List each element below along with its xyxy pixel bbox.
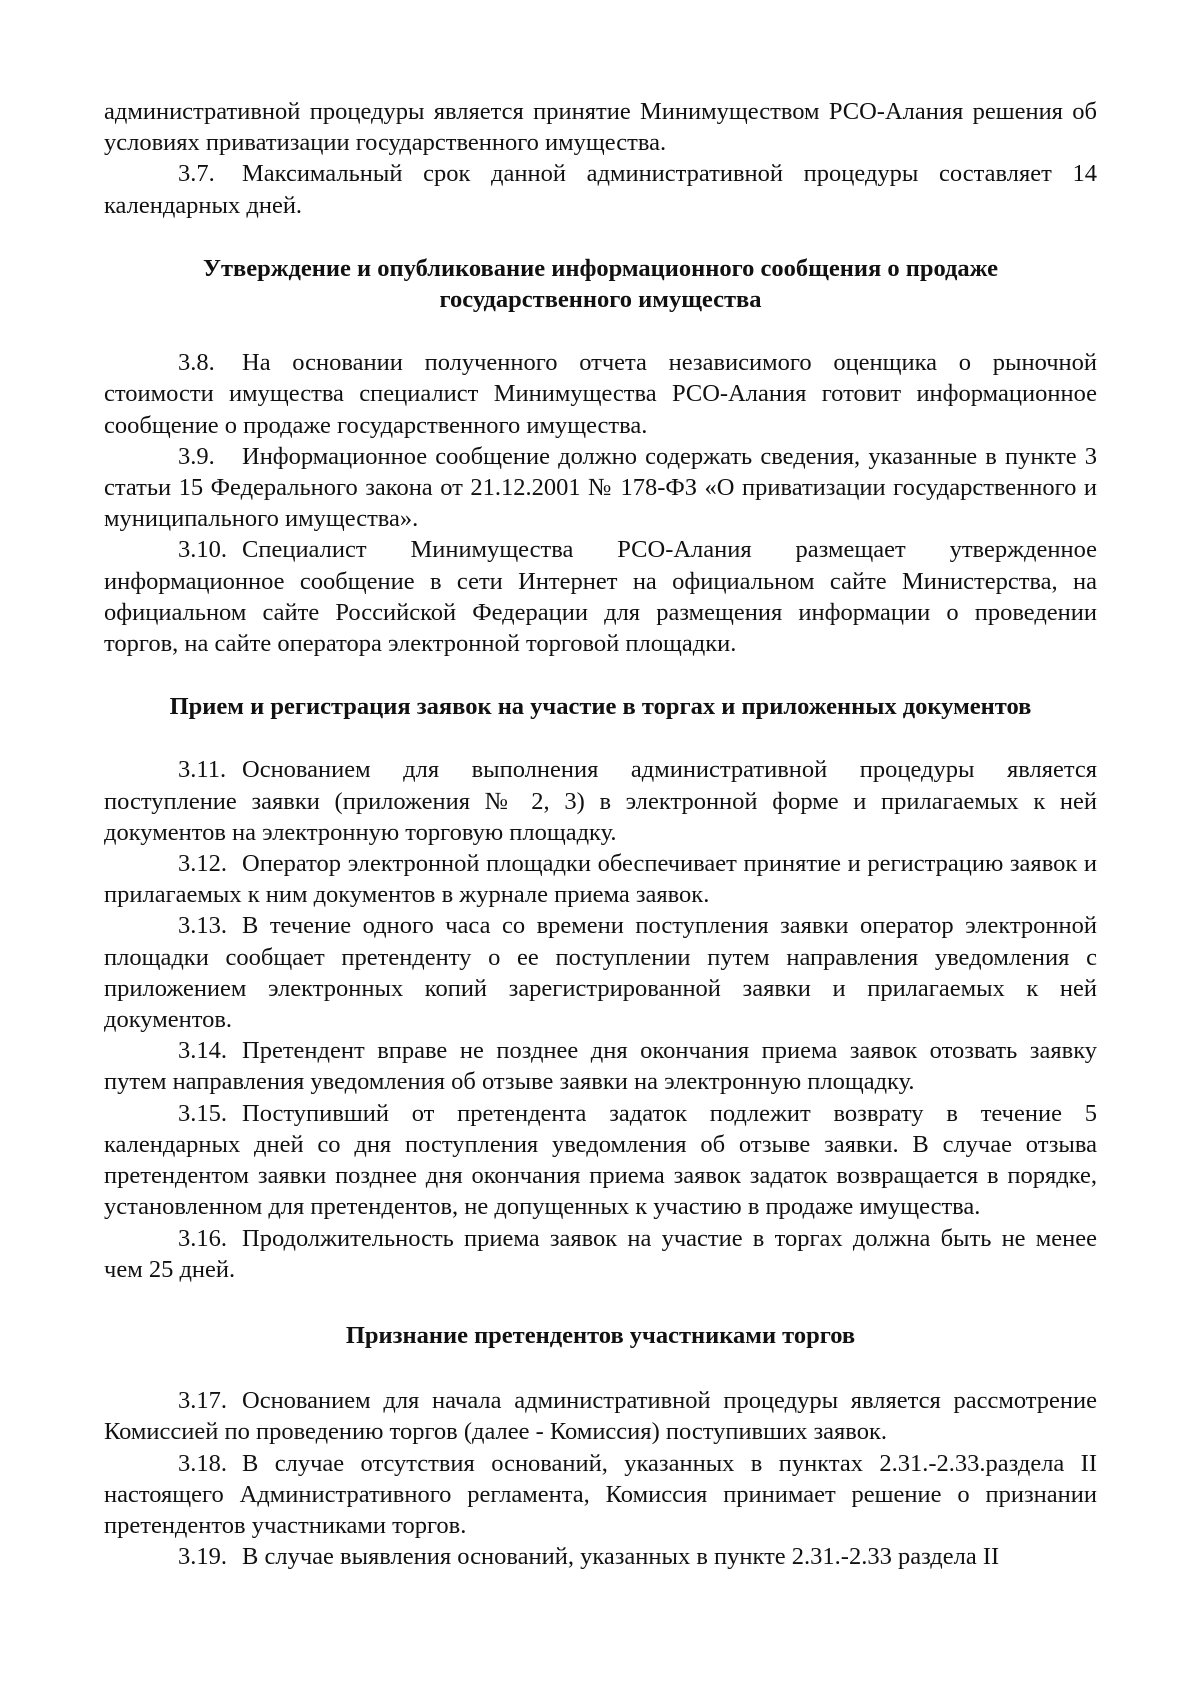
document-body (104, 96, 1097, 1572)
section-heading-applications: Прием и регистрация заявок на участие в торгах и приложенных документов (169, 693, 1032, 721)
paragraph-3-10 (104, 534, 1097, 659)
paragraph-number: 3.8. (178, 349, 215, 377)
paragraph-number: 3.10. (178, 536, 227, 564)
paragraph-3-17 (104, 1385, 1097, 1447)
paragraph-3-12 (104, 848, 1097, 910)
paragraph-number: 3.18. (178, 1449, 227, 1477)
paragraph-3-9 (104, 441, 1097, 535)
heading-line-1: Утверждение и опубликование информационного сообщения о продаже (203, 254, 998, 282)
heading-line-2: государственного имущества (439, 286, 762, 314)
paragraph-text: В случае выявления оснований, указанных в пункте 2.31.-2.33 раздела II (242, 1543, 1000, 1571)
paragraph-number: 3.11. (178, 756, 227, 784)
paragraph-text: Специалист Минимущества РСО-Алания размещает утвержденное информационное сообщение в сети Интернет на официальном сайте Министерства, на официальном сайте Российской Федерации для размещения информации о проведении торгов, на сайте оператора электронной торговой площадки. (104, 536, 1097, 658)
paragraph-number: 3.17. (178, 1387, 227, 1415)
paragraph-3-18 (104, 1448, 1097, 1542)
paragraph-text: На основании полученного отчета независимого оценщика о рыночной стоимости имущества специалист Минимущества РСО-Алания готовит информационное сообщение о продаже государственного имущества. (104, 349, 1097, 439)
paragraph-continuation: административной процедуры является принятие Минимуществом РСО-Алания решения об условиях приватизации государственного имущества. (104, 98, 1097, 157)
paragraph-text: Основанием для выполнения административной процедуры является поступление заявки (приложения № 2, 3) в электронной форме и прилагаемых к ней документов на электронную торговую площадку. (104, 756, 1097, 846)
paragraph-3-11 (104, 754, 1097, 848)
section-heading-publication (104, 253, 1097, 315)
paragraph-3-7 (104, 158, 1097, 220)
paragraph-number: 3.14. (178, 1037, 227, 1065)
paragraph-3-13 (104, 910, 1097, 1035)
paragraph-number: 3.7. (178, 160, 215, 188)
paragraph-number: 3.12. (178, 850, 227, 878)
paragraph-text: Поступивший от претендента задаток подлежит возврату в течение 5 календарных дней со дня поступления уведомления об отзыве заявки. В случае отзыва претендентом заявки позднее дня окончания приема заявок задаток возвращается в порядке, установленном для претендентов, не допущенных к участию в продаже имущества. (104, 1099, 1097, 1221)
paragraph-text: Максимальный срок данной административной процедуры составляет 14 календарных дней. (104, 160, 1097, 219)
paragraph-number: 3.13. (178, 912, 227, 940)
paragraph-text: Претендент вправе не позднее дня окончания приема заявок отозвать заявку путем направления уведомления об отзыве заявки на электронную площадку. (104, 1037, 1097, 1096)
paragraph-number: 3.9. (178, 442, 215, 470)
paragraph-3-15 (104, 1098, 1097, 1223)
paragraph-3-14 (104, 1035, 1097, 1097)
paragraph-number: 3.15. (178, 1099, 227, 1127)
paragraph-text: Основанием для начала административной процедуры является рассмотрение Комиссией по проведению торгов (далее - Комиссия) поступивших заявок. (104, 1387, 1097, 1446)
paragraph-text: Информационное сообщение должно содержать сведения, указанные в пункте 3 статьи 15 Федерального закона от 21.12.2001 № 178-ФЗ «О приватизации государственного и муниципального имущества». (104, 442, 1097, 533)
paragraph-text: Оператор электронной площадки обеспечивает принятие и регистрацию заявок и прилагаемых к ним документов в журнале приема заявок. (104, 850, 1097, 909)
paragraph-3-19 (104, 1541, 1097, 1572)
section-heading-admission: Признание претендентов участниками торгов (345, 1321, 856, 1349)
paragraph-number: 3.19. (178, 1543, 227, 1571)
paragraph-text: В течение одного часа со времени поступления заявки оператор электронной площадки сообщает претенденту о ее поступлении путем направления уведомления с приложением электронных копий зарегистрированной заявки и прилагаемых к ней документов. (104, 912, 1097, 1034)
paragraph-3-8 (104, 347, 1097, 441)
paragraph-text: Продолжительность приема заявок на участие в торгах должна быть не менее чем 25 дней. (104, 1224, 1097, 1283)
paragraph-3-16 (104, 1223, 1097, 1285)
paragraph-text: В случае отсутствия оснований, указанных в пунктах 2.31.-2.33.раздела II настоящего Административного регламента, Комиссия принимает решение о признании претендентов участниками торгов. (104, 1449, 1097, 1539)
paragraph-number: 3.16. (178, 1224, 227, 1252)
